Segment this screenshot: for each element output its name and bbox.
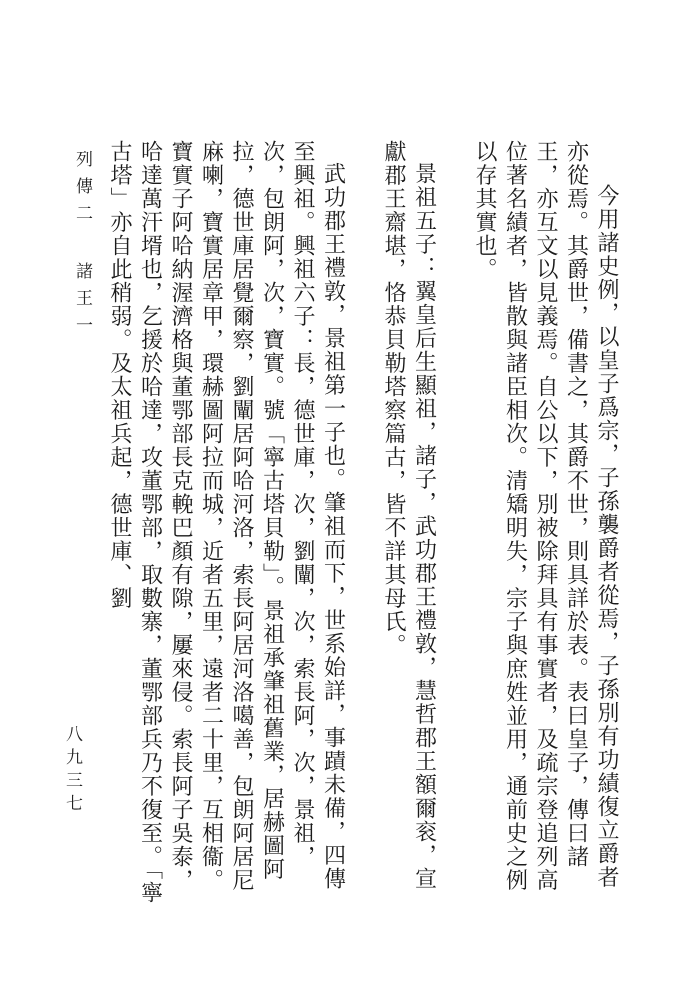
page-number: 八九三七 bbox=[62, 725, 82, 817]
paragraph-jingzu-sons: 景祖五子：翼皇后生顯祖，諸子，武功郡王禮敦，慧哲郡王額爾衮，宣獻郡王齋堪，恪恭貝勒塔察篇古，皆不詳其母氏。 bbox=[381, 140, 437, 891]
running-header-title: 列傳二 bbox=[72, 150, 92, 231]
main-text-block bbox=[61, 140, 621, 910]
paragraph-gap bbox=[348, 140, 378, 910]
paragraph-gap bbox=[439, 140, 469, 910]
running-header-subtitle: 諸王一 bbox=[72, 262, 92, 343]
paragraph-intro: 今用諸史例，以皇子爲宗，子孫襲爵者從焉，子孫別有功績復立爵者亦從焉。其爵世，備書之，其爵不世，則具詳於表。表曰皇子，傳曰諸王，亦互文以見義焉。自公以下，別被除拜具有事實者，及疏宗登追列高位著名績者，皆散與諸臣相次。清矯明失，宗子與庶姓並用，通前史之例以存其實也。 bbox=[472, 140, 619, 892]
paragraph-wugong-prince: 武功郡王禮敦，景祖第一子也。肇祖而下，世系始詳，事蹟未備，四傳至興祖。興祖六子：長，德世庫，次，劉闡，次，索長阿，次，景祖，次，包朗阿，次，寶實。號「寧古塔貝勒」。景祖承肇祖舊業，居赫圖阿拉，德世庫居覺爾察，劉闡居阿哈河洛，索長阿居河洛噶善，包朗阿居尼麻喇，寶實居章甲，環赫圖阿拉而城，近者五里，遠者二十里，互相衞。寶實子阿哈納渥濟格與董鄂部長克輓巴顏有隙，屢來侵。索長阿子吳泰，哈達萬汗壻也，乞援於哈達，攻董鄂部，取數寨，董鄂部兵乃不復至。「寧古塔」亦自此稍弱。及太祖兵起，德世庫、劉 bbox=[107, 140, 346, 905]
